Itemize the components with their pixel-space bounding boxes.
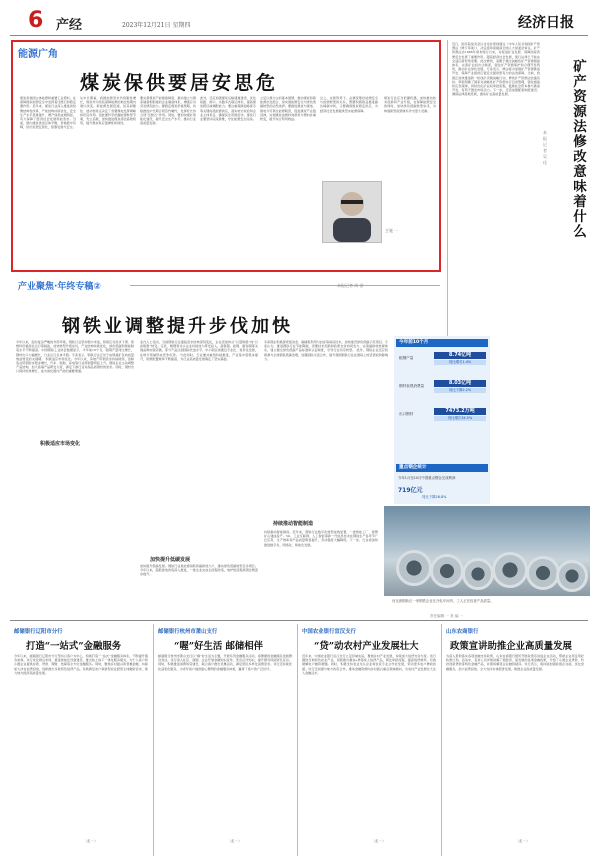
- infographic-row-label: 粗钢产量: [399, 356, 414, 360]
- section-name: 产经: [56, 18, 83, 33]
- energy-body-col-3: 要完善煤炭产能储备制度，推动建立与国家储备相衔接的企业储备体系，增强应对突发情况能力。要稳定煤炭价格预期，持续推进中长期合同签约履约，发挥好长协合同“压舱石”作用。同时，要加快煤矿智能化建设，提升安全生产水平，推动行业高质量发展。: [140, 96, 196, 126]
- bank-signature: （孟 ···）: [372, 839, 386, 843]
- infographic-row: [396, 380, 488, 394]
- steel-statistics-infographic: [394, 336, 490, 504]
- right-article-title: 矿产资源法修改意味着什么: [573, 59, 587, 240]
- infographic-row-change: 同比增长1.4%: [434, 360, 486, 365]
- bank-article-1: [14, 624, 150, 856]
- infographic-row-change: 同比下降2.2%: [434, 388, 486, 393]
- infographic-row-change: 同比增长34.5%: [434, 416, 486, 421]
- infographic-row: [396, 408, 488, 422]
- column-divider: [447, 40, 448, 340]
- bank-article-2: [158, 624, 294, 856]
- steel-column-label: 产业聚焦·年终专稿②: [18, 282, 102, 292]
- steel-body-col-1: 今年以来，面对复杂严峻的外部环境，钢铁行业坚持稳中求进，积极应对需求下滑、原燃料价格高位运行等挑战，加快转型升级步伐，产业结构持续优化，绿色低碳和智能制造水平不断提高。中国钢铁工业协会数据显示，今年前10个月，粗钢产量同比增长，钢材出口大幅增长，行业运行总体平稳。专家表示，钢铁行业正处于由规模扩张向质量效益转变的关键期。 积极适应市场变化。今年以来，房地产用钢需求持续疲弱，但制造业用钢需求稳步增长，汽车、船舶、家电等行业用钢量明显上升。钢铁企业主动调整产品结构，加大高端产品研发力度，满足下游行业对高品质钢材的需求。同时，钢材出口保持较快增长，成为消化国内产能的重要渠道。: [16, 340, 134, 374]
- column-divider: [153, 624, 154, 856]
- bank-article-4: [446, 624, 586, 856]
- infographic-heading-2: 重点钢企统计: [396, 464, 488, 472]
- bank-article-title: “喔”好生活 邮储相伴: [174, 641, 264, 652]
- steel-article-title: 钢铁业调整提升步伐加快: [62, 316, 293, 337]
- steel-column-rule: [130, 285, 440, 286]
- bottom-section-divider: [10, 620, 588, 621]
- column-divider: [297, 624, 298, 856]
- right-article-body: 近日，国务院常务会议讨论并原则通过《中华人民共和国矿产资源法（修订草案）》，决定将草案提请全国人大常委会审议。矿产资源法自1986年颁布施行以来，对促进矿业发展、保障国家资源安全发挥了重要作用。随着经济社会发展，现行法律已不能完全适应新形势需要。此次修改，着眼于健全战略性矿产资源储备体系，完善矿业权出让制度，强化矿产资源保护和合理开发利用，推动矿业绿色发展。专家表示，修法将为加强矿产资源勘查开发、保障产业链供应链安全提供更有力的法治保障。当前，我国正加快推进新一轮找矿突破战略行动，修改矿产资源法恰逢其时。草案明确了国家对战略性矿产资源实行目录管理，强化储备和应急保障，同时优化矿业权审批流程，鼓励社会资本参与勘查开发，有利于激发市场活力。下一步，还需加强配套制度建设，确保法律落地见效，推动矿业高质量发展。: [452, 42, 540, 97]
- energy-body-col-4: 此外，还应加强煤炭运输通道建设，优化铁路、港口、水路多式联运体系，提高煤炭跨区域调配能力。要注重保障迎峰度冬等关键时段能源供应，落实地方政府和企业主体责任，确保民生用煤需求。煤炭行业要坚持底线思维，守住能源安全底线。: [200, 96, 256, 122]
- steel-byline: 本报记者 周 雷: [337, 283, 364, 288]
- steel-body-col-3: 多家钢企积极探索氢冶金、碳捕集利用与封存等前沿技术，加快建设绿色低碳示范项目。专家认为，推进钢铁行业节能降碳，需要技术创新和政策支持协同发力，完善碳排放核算体系，建立健全绿色低碳产品标准和认证制度，引导行业有序转型。 此外，钢铁企业还应积极参与全球钢铁低碳治理，加强国际交流合作，提升我国钢铁行业在国际上的话语权和影响力。: [264, 340, 388, 361]
- energy-column-label: 能源广角: [18, 49, 58, 60]
- energy-body-col-2: 从中长期看，我国能源需求仍将刚性增长，煤炭作为兜底保障能源的地位短期内难以改变。新能源发展迅速，但其间歇性、波动性特点决定了需要煤电发挥调峰和托底作用。因此要科学把握能源转型节奏，先立后破，加快推进煤炭清洁高效利用，提升煤炭供应链弹性和韧性。: [80, 96, 136, 126]
- bank-article-body: 近年来，中国农业银行宣汉支行立足县域实际，聚焦乡村产业发展，持续加大信贷支持力度。该行围绕当地特色农业产业，创新推出惠农e贷等线上信贷产品，简化审批流程，提高放贷效率，有效破解农户融资难题。同时，积极支持农业龙头企业和农民专业合作社发展，带动更多农户增收致富。该行还加强与地方政府合作，推动金融资源向乡村振兴重点领域倾斜，为农村产业发展壮大注入金融活水。: [302, 654, 436, 675]
- bank-article-body: 邮储银行杭州市萧山支行以“喔”好生活为主题，开展系列金融服务活动，将便捷的金融服务送到群众身边。该行深入社区、商圈、企业开展金融知识宣传，普及反诈知识，提升群众风险防范意识。同时，积极推进消费场景建设，联合商户推出优惠活动，满足居民多样化消费需求。该行还持续优化适老化服务，为老年客户提供贴心便利的金融服务体验，赢得了客户的广泛好评。: [158, 654, 292, 671]
- bank-article-body: 为深入贯彻落实各项金融支持政策，山东农商银行组织开展政策宣讲进企业活动，帮助企业用足用好政策红利。活动中，宣讲人员详细讲解了稳经济、促发展的各项金融政策，介绍了小微企业贷款、科技创新贷款等特色金融产品，并现场解答企业融资疑问。该行表示，将持续加强政银企对接，优化金融服务，加大信贷投放，全力支持实体经济发展，助推企业高质量发展。: [446, 654, 584, 671]
- author-portrait-image: [322, 181, 382, 243]
- bank-article-title: 政策宣讲助推企业高质量发展: [450, 641, 572, 652]
- infographic-row-value: 8.74亿吨: [434, 352, 486, 359]
- energy-body-col-1: 煤炭是我国主体能源和重要工业原料，在保障国家能源安全中发挥着压舱石和稳定器作用。近年来，煤炭行业深入推进供给侧结构性改革，产能结构持续优化，安全生产水平显著提升，增产保供成效明显，有力保障了经济社会发展用能需求。当前，国内煤炭供需总体平衡，价格稳中有降，但仍需居安思危，统筹发展与安全。: [20, 96, 76, 130]
- column-divider: [441, 624, 442, 856]
- infographic-big-change: 同比下降26.8%: [422, 495, 447, 499]
- infographic-row-value: 8.03亿吨: [434, 380, 486, 387]
- steel-subhead-3: 持续推动智能制造: [273, 521, 314, 527]
- newspaper-masthead: 经济日报: [518, 15, 574, 31]
- infographic-row-label: 出口钢材: [399, 412, 414, 416]
- energy-body-col-7: 煤炭行业应当把握机遇，加快推动技术创新和产业升级，在保障能源安全的同时，加快绿色低碳转型步伐，为构建新型能源体系作出更大贡献。: [384, 96, 436, 113]
- energy-body-col-5: 立足以煤为主的基本国情，推动煤炭和新能源优化组合，是实现能源安全与绿色低碳转型的必然选择。要推进煤炭与煤电、煤电与可再生能源联营，促进煤炭产业链延伸，实现煤炭由燃料向原料与燃料并重转变，提升综合利用效益。: [260, 96, 316, 122]
- infographic-row: [396, 352, 488, 366]
- steel-body-col-3b: 持续推动智能制造。近年来，钢铁行业数字化转型成效显著，一批智能工厂、智慧矿山建成投产。5G、工业互联网、人工智能等新一代信息技术在钢铁生产各环节广泛应用，生产效率和产品质量明显提升，劳动强度大幅降低。下一步，行业将加快推进数字化、网络化、智能化发展。: [264, 530, 378, 547]
- bank-signature: （孟 ···）: [516, 839, 530, 843]
- infographic-row-label: 钢材表观消费量: [399, 384, 425, 388]
- infographic-subtext: 今年1月至10月中国重点钢企完成利润: [398, 476, 456, 480]
- bank-name: 邮储银行辽阳市分行: [14, 629, 63, 635]
- steel-body-col-2: 业内人士指出，当前钢铁行业面临需求结构深刻变化，企业需加快从“以量取胜”向“以质取胜”转变。宝武、鞍钢等龙头企业持续加大研发投入，高强钢、硅钢、耐蚀钢等关键品种实现突破，部分产品达到国际先进水平。中小钢企则通过专业化、差异化发展，在细分领域形成竞争优势。 与此同时，行业兼并重组持续推进，产业集中度稳步提升，资源配置效率不断提高，为行业高质量发展奠定了坚实基础。: [140, 340, 258, 361]
- bank-signature: （孟 ···）: [84, 839, 98, 843]
- steel-subhead-1: 积极适应市场变化: [40, 441, 81, 447]
- bank-name: 山东农商银行: [446, 629, 479, 635]
- bank-article-title: “贷”动农村产业发展壮大: [314, 641, 419, 652]
- infographic-heading-1: 今年前10个月: [396, 339, 488, 347]
- energy-author-signature: 主笔 ···: [385, 228, 399, 233]
- header-divider: [10, 35, 588, 36]
- infographic-big-value: 719亿元: [398, 487, 423, 494]
- infographic-row-value: 7473.2万吨: [434, 408, 486, 415]
- steel-body-col-2b: 加快提升低碳发展。钢铁行业是能源消耗和碳排放大户，推动绿色低碳转型任务艰巨。今年以来，超低排放改造深入推进，一批企业完成全流程改造，电炉短流程炼钢比例逐步提升。: [140, 564, 258, 577]
- bank-article-title: 打造“一站式”金融服务: [26, 641, 122, 652]
- bank-article-3: [302, 624, 438, 856]
- energy-body-col-6: 总之，在新形势下，必须统筹好能源安全与能源转型的关系，既要积极稳妥推进碳达峰碳中和，又要确保煤炭稳定供应，为经济社会发展提供坚实能源保障。: [320, 96, 378, 113]
- issue-date: 2023年12月21日 星期四: [122, 22, 191, 29]
- steel-subhead-2: 加快提升低碳发展: [150, 557, 191, 563]
- bank-article-body: 今年以来，邮储银行辽阳市分行坚持以客户为中心，积极打造“一站式”金融服务体系，不断提升服务质效。该行优化网点布局，推进智能化设备建设，推出线上线下一体化服务模式，为个人客户和小微企业提供存款、贷款、理财、结算等全方位金融服务。同时，聚焦乡村振兴和普惠金融，持续加大涉农信贷投放，创新推出多款特色信贷产品，有效满足农户和新型农业经营主体融资需求，助力地方经济高质量发展。: [14, 654, 148, 675]
- bank-signature: （孟 ···）: [228, 839, 242, 843]
- steel-coil-factory-photo: [384, 506, 590, 596]
- energy-article-title: 煤炭保供要居安思危: [80, 72, 279, 94]
- right-article-byline: 本报记者 吴 佳: [543, 130, 547, 165]
- bank-name: 邮储银行杭州市萧山支行: [158, 629, 218, 635]
- photo-caption: 河北唐钢新区一家钢铁企业在冷轧车间内，工人正在检查产品质量。: [392, 599, 494, 603]
- bank-name: 中国农业银行宣汉支行: [302, 629, 356, 635]
- page-number: 6: [28, 8, 44, 33]
- editor-credits: 责任编辑 ··· 美 编 ···: [430, 614, 463, 618]
